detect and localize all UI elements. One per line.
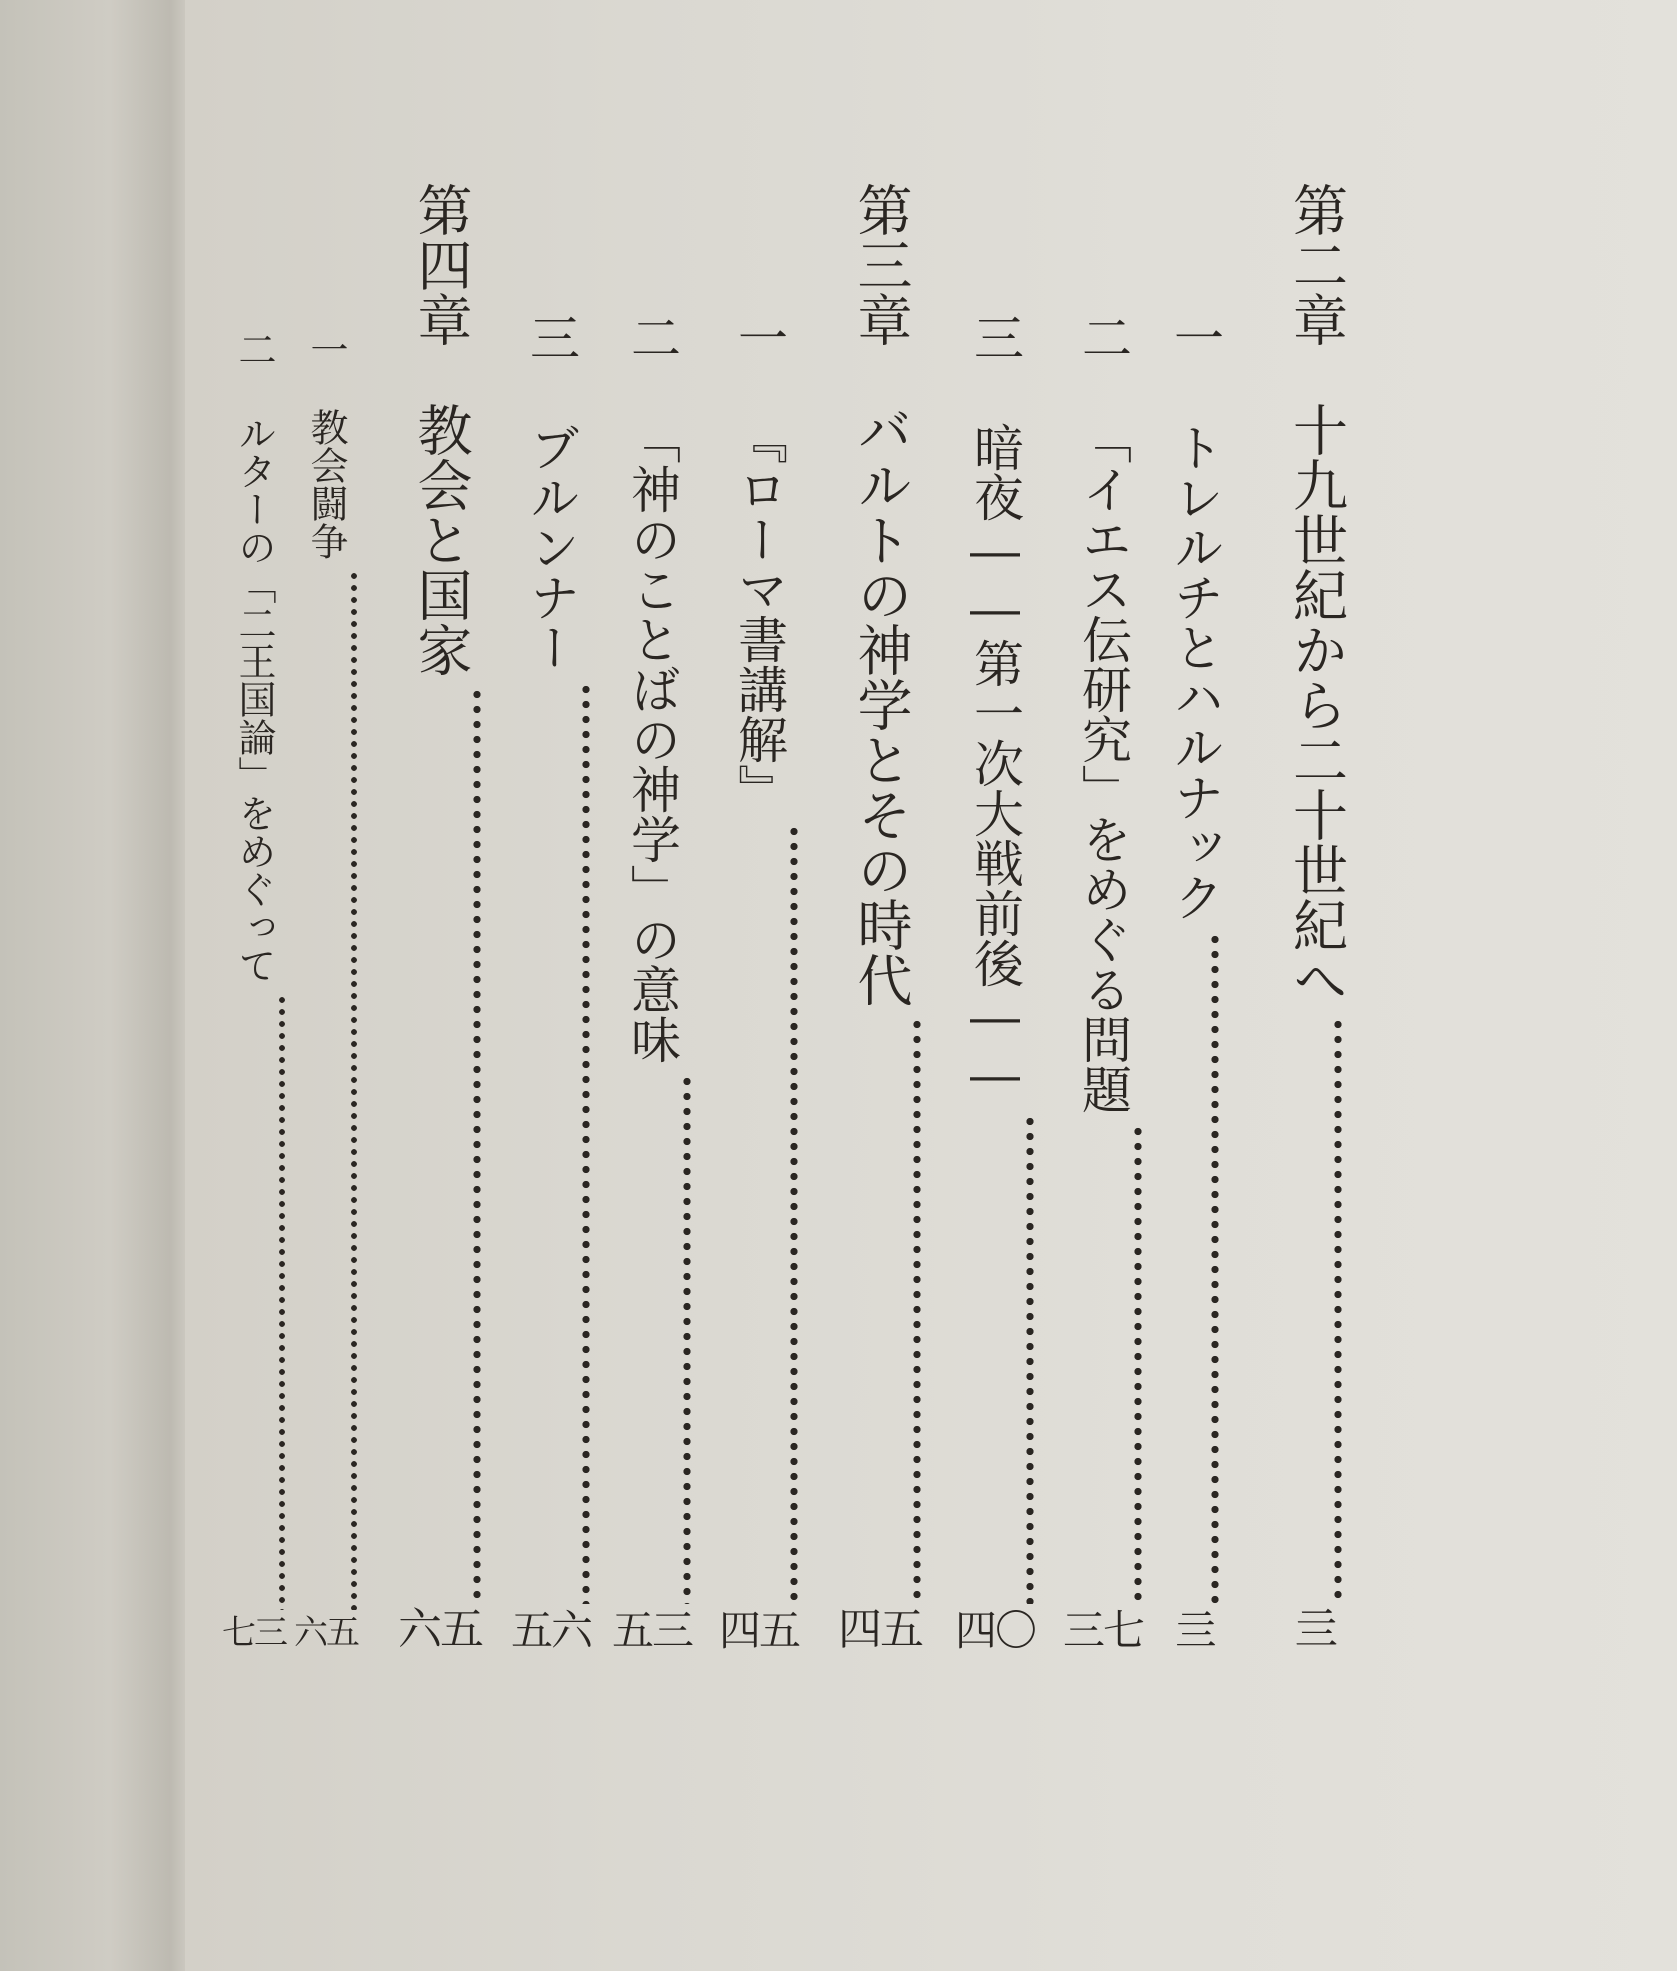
chapter-title: 十九世紀から二十世紀へ	[1284, 402, 1348, 1007]
chapter-title: バルトの神学とその時代	[848, 402, 913, 1007]
chapter-title: 教会と国家	[408, 402, 473, 677]
section-title: 教会闘争	[304, 408, 348, 560]
toc-entry-2-3	[955, 312, 1036, 1655]
section-number: 二	[623, 312, 682, 362]
page-number: 五六	[511, 1606, 592, 1655]
toc-entry-chapter-3	[838, 182, 922, 1655]
section-title: 「神のことばの神学」の意味	[623, 414, 682, 1064]
dot-leader	[789, 824, 799, 1604]
page-number: 亖	[1175, 1606, 1216, 1655]
section-title: ブルンナー	[522, 422, 581, 672]
section-title: 「イエス伝研究」をめぐる問題	[1074, 414, 1133, 1114]
section-number: 一	[730, 312, 789, 362]
dot-leader	[278, 994, 286, 1610]
chapter-number: 第四章	[408, 182, 473, 347]
page-number: 六五	[398, 1604, 482, 1655]
toc-entry-3-1	[719, 312, 800, 1655]
dot-leader	[1210, 932, 1220, 1604]
toc-entry-3-3	[511, 312, 592, 1655]
section-number: 三	[966, 312, 1025, 362]
dot-leader	[581, 682, 591, 1604]
page-number: 七三	[222, 1613, 286, 1653]
toc-entry-chapter-4	[398, 182, 482, 1655]
section-number: 二	[1074, 312, 1133, 362]
toc-entry-4-1	[294, 330, 358, 1653]
chapter-number: 第二章	[1284, 182, 1348, 347]
dot-leader	[1025, 1114, 1035, 1604]
section-number: 一	[1166, 312, 1224, 362]
page-number: 四〇	[955, 1606, 1036, 1655]
section-title: 暗夜――第一次大戦前後――	[966, 422, 1025, 1104]
page-number: 三七	[1063, 1606, 1144, 1655]
dot-leader	[912, 1017, 922, 1602]
page-number: 四五	[838, 1604, 922, 1655]
chapter-number: 第三章	[848, 182, 913, 347]
toc-entry-4-2	[222, 330, 286, 1653]
dot-leader	[1333, 1017, 1343, 1602]
dot-leader	[350, 570, 358, 1610]
toc-entry-2-1	[1166, 312, 1224, 1655]
dot-leader	[1133, 1124, 1143, 1604]
page-number: 四五	[719, 1606, 800, 1655]
page-number: 六五	[294, 1613, 358, 1653]
toc-entry-chapter-2	[1284, 182, 1348, 1655]
section-title: 『ローマ書講解』	[730, 414, 789, 814]
section-title: ルターの「二王国論」をめぐって	[232, 414, 276, 984]
section-title: トレルチとハルナック	[1166, 422, 1224, 922]
section-number: 三	[522, 312, 581, 362]
page-number: 五三	[612, 1606, 693, 1655]
book-gutter	[0, 0, 200, 1971]
page-number: 亖	[1294, 1604, 1337, 1655]
dot-leader	[472, 687, 482, 1602]
toc-entry-2-2	[1063, 312, 1144, 1655]
toc-entry-3-2	[612, 312, 693, 1655]
section-number: 一	[304, 330, 348, 368]
dot-leader	[682, 1074, 692, 1604]
section-number: 二	[232, 330, 276, 368]
